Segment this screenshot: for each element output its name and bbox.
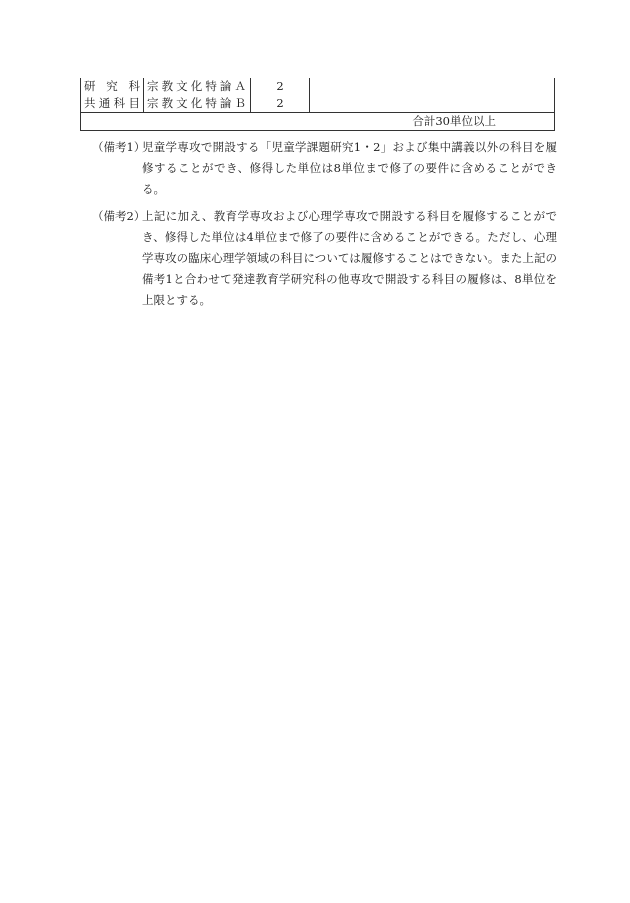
subject-cell <box>144 78 251 113</box>
total-credits: 合計30単位以上 <box>81 113 555 131</box>
subject-name: 宗教文化特論Ｂ <box>147 96 247 110</box>
credits-value: 2 <box>276 79 284 93</box>
credits-cell <box>251 78 310 113</box>
note-label: （備考2） <box>92 209 146 223</box>
total-row <box>81 113 555 131</box>
note-1 <box>92 137 557 200</box>
remarks-cell <box>310 78 555 113</box>
note-text: 児童学専攻で開設する「児童学課題研究1・2」および集中講義以外の科目を履修することができ、修得した単位は8単位まで修了の要件に含めることができる。 <box>142 140 557 196</box>
note-text: 上記に加え、教育学専攻および心理学専攻で開設する科目を履修することができ、修得した単位は4単位まで修了の要件に含めることができる。ただし、心理学専攻の臨床心理学領域の科目については履修することはできない。また上記の備考1と合わせて発達教育学研究科の他専攻で開設する科目の履修は、8単位を上限とする。 <box>142 209 557 307</box>
credits-value: 2 <box>276 96 284 110</box>
category-line-2: 共通科目 <box>84 96 140 110</box>
category-cell <box>81 78 144 113</box>
note-2 <box>92 206 557 311</box>
subject-name: 宗教文化特論Ａ <box>147 79 247 93</box>
curriculum-table <box>80 78 555 131</box>
note-label: （備考1） <box>92 140 146 154</box>
notes-section <box>92 137 557 317</box>
category-line-1: 研究科 <box>84 79 140 93</box>
table-row <box>81 78 555 113</box>
